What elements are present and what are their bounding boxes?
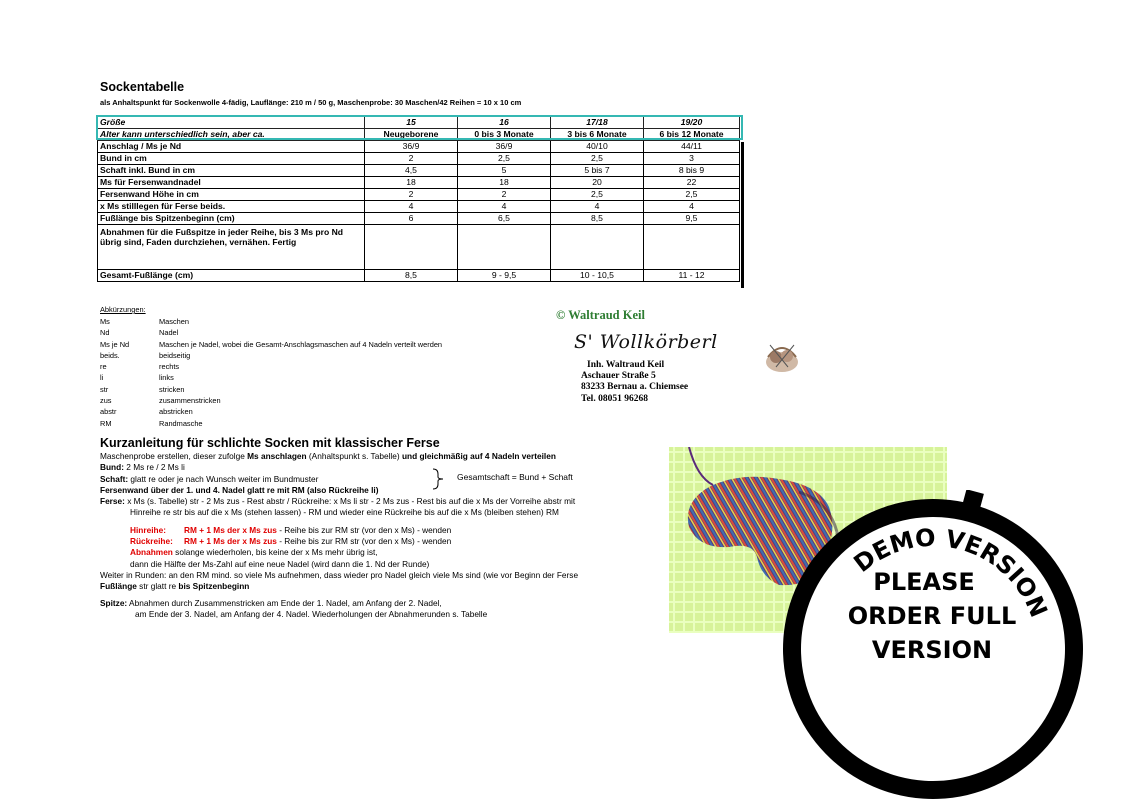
instruction-line: Hinreihe re str bis auf die x Ms (stehen lassen) - RM und wieder eine Rückreihe bis auf die x Ms (bleiben stehen) RM (130, 507, 559, 518)
table-cell: 17/18 (551, 117, 644, 129)
abbr-value: Maschen je Nadel, wobei die Gesamt-Anschlagsmaschen auf 4 Nadeln verteilt werden (159, 339, 443, 349)
table-row (98, 153, 740, 165)
abbr-value: Maschen (159, 317, 189, 326)
list-item (100, 384, 442, 395)
page-subtitle: als Anhaltspunkt für Sockenwolle 4-fädig, Lauflänge: 210 m / 50 g, Maschenprobe: 30 Maschen/42 Reihen = 10 x 10 cm (100, 98, 522, 107)
instruction-line: Ferse: x Ms (s. Tabelle) str - 2 Ms zus - Rest abstr / Rückreihe: x Ms li str - 2 Ms zus - Rest bis auf die x Ms der Vorreihe abstr mit (100, 496, 576, 507)
table-row (98, 141, 740, 153)
table-shadow (741, 142, 744, 288)
table-cell: 2 (365, 189, 458, 201)
abbr-key: Ms je Nd (100, 339, 130, 349)
table-cell: 44/11 (644, 141, 740, 153)
table-cell: 5 bis 7 (551, 165, 644, 177)
table-cell: 22 (644, 177, 740, 189)
size-table (97, 116, 740, 282)
table-header-row (98, 129, 740, 141)
table-cell: 2 (365, 153, 458, 165)
abbr-value: abstricken (159, 407, 193, 417)
instruction-line: Weiter in Runden: an den RM mind. so viele Ms aufnehmen, dass wieder pro Nadel gleich viele Ms sind (wie vor Beginn der Ferse (100, 569, 579, 580)
table-cell: 10 - 10,5 (551, 270, 644, 282)
table-cell: Alter kann unterschiedlich sein, aber ca. (98, 129, 365, 141)
table-cell: 4 (365, 201, 458, 213)
table-row (98, 189, 740, 201)
city-line: 83233 Bernau a. Chiemsee (581, 382, 689, 393)
copyright-notice: © Waltraud Keil (556, 308, 645, 322)
stamp-line-2: ORDER FULL (847, 602, 1017, 630)
instruction-line: am Ende der 3. Nadel, am Anfang der 4. Nadel. Wiederholungen der Abnahmerunden s. Tabelle (135, 608, 488, 619)
table-cell: 2,5 (551, 153, 644, 165)
stamp-arc-top: DEMO VERSION (848, 523, 1053, 622)
abbr-value: Randmasche (159, 418, 203, 428)
table-cell: Bund in cm (98, 153, 365, 165)
table-cell (644, 225, 740, 270)
list-item (100, 350, 442, 361)
table-row (98, 165, 740, 177)
list-item (100, 316, 442, 327)
table-cell: 4 (644, 201, 740, 213)
instruction-line: Maschenprobe erstellen, dieser zufolge Ms anschlagen (Anhaltspunkt s. Tabelle) und gleichmäßig auf 4 Nadeln verteilen (100, 451, 556, 461)
table-cell: Schaft inkl. Bund in cm (98, 165, 365, 177)
brace-note-text: Gesamtschaft = Bund + Schaft (457, 472, 573, 482)
table-cell: Fußlänge bis Spitzenbeginn (cm) (98, 213, 365, 225)
abbreviations-list (100, 305, 442, 429)
table-row (98, 213, 740, 225)
instruction-line: Spitze: Abnahmen durch Zusammenstricken am Ende der 1. Nadel, am Anfang der 2. Nadel, (100, 597, 442, 608)
table-row (98, 177, 740, 189)
table-cell: 2 (458, 189, 551, 201)
table-cell: Neugeborene (365, 129, 458, 141)
business-address (581, 360, 688, 405)
instruction-line: Bund: 2 Ms re / 2 Ms li (100, 462, 185, 473)
list-item (100, 327, 442, 338)
table-cell: 36/9 (458, 141, 551, 153)
abbr-key: re (100, 362, 107, 372)
table-cell: 9 - 9,5 (458, 270, 551, 282)
table-cell: 2,5 (644, 189, 740, 201)
owner-line: Inh. Waltraud Keil (587, 360, 665, 370)
table-row (98, 225, 740, 270)
table-row (98, 201, 740, 213)
table-cell (458, 225, 551, 270)
demo-version-stamp (774, 490, 1092, 808)
instruction-line: Schaft: glatt re oder je nach Wunsch weiter im Bundmuster (100, 473, 319, 484)
instruction-line: Fußlänge str glatt re bis Spitzenbeginn (100, 581, 250, 592)
table-cell (365, 225, 458, 270)
instructions-body (100, 451, 665, 620)
table-cell: 6 (365, 213, 458, 225)
table-cell: Größe (98, 117, 365, 129)
abbr-key: Nd (100, 328, 110, 338)
yarn-basket-icon (760, 337, 804, 375)
instruction-line: Fersenwand über der 1. und 4. Nadel glatt re mit RM (also Rückreihe li) (100, 484, 379, 495)
table-cell: 8 bis 9 (644, 165, 740, 177)
brand-name: S' Wollkörberl (574, 331, 718, 353)
page-title: Sockentabelle (100, 80, 185, 94)
list-item (100, 372, 442, 383)
table-cell: Gesamt-Fußlänge (cm) (98, 270, 365, 282)
table-cell: 9,5 (644, 213, 740, 225)
table-cell: 2,5 (551, 189, 644, 201)
stamp-line-3: VERSION (871, 636, 993, 664)
abbr-key: zus (100, 396, 112, 406)
table-cell: Ms für Fersenwandnadel (98, 177, 365, 189)
table-cell: x Ms stilllegen für Ferse beids. (98, 201, 365, 213)
list-item (100, 395, 442, 406)
table-cell: 20 (551, 177, 644, 189)
stamp-arc-bottom: www.print-driver.com (808, 661, 1032, 776)
table-cell: 4 (458, 201, 551, 213)
table-cell: 8,5 (551, 213, 644, 225)
table-cell: 3 (644, 153, 740, 165)
list-item (100, 418, 442, 429)
list-item (100, 339, 442, 350)
abbr-key: RM (100, 418, 112, 428)
table-cell: Fersenwand Höhe in cm (98, 189, 365, 201)
abbr-key: str (100, 384, 109, 394)
abbr-value: zusammenstricken (159, 396, 221, 406)
table-cell: 15 (365, 117, 458, 129)
table-cell: 5 (458, 165, 551, 177)
instruction-line: dann die Hälfte der Ms-Zahl auf eine neue Nadel (wird dann die 1. Nd der Runde) (130, 558, 430, 569)
abbr-value: links (159, 373, 174, 383)
phone-line: Tel. 08051 96268 (581, 393, 648, 404)
table-cell: 4,5 (365, 165, 458, 177)
table-cell: 11 - 12 (644, 270, 740, 282)
instruction-line: Abnahmen solange wiederholen, bis keine der x Ms mehr übrig ist, (130, 547, 378, 558)
abbr-key: li (100, 373, 104, 383)
table-cell: 8,5 (365, 270, 458, 282)
table-cell: 16 (458, 117, 551, 129)
table-cell: 40/10 (551, 141, 644, 153)
abbr-key: abstr (100, 407, 117, 417)
table-cell: 2,5 (458, 153, 551, 165)
street-line: Aschauer Straße 5 (581, 371, 656, 382)
instruction-line: Rückreihe: RM + 1 Ms der x Ms zus - Reihe bis zur RM str (vor den x Ms) - wenden (130, 536, 452, 547)
table-cell: Anschlag / Ms je Nd (98, 141, 365, 153)
table-cell: 18 (365, 177, 458, 189)
table-cell: 18 (458, 177, 551, 189)
table-cell: 19/20 (644, 117, 740, 129)
list-item (100, 361, 442, 372)
table-row (98, 270, 740, 282)
abbr-value: stricken (159, 384, 185, 394)
table-header-row (98, 117, 740, 129)
table-cell (551, 225, 644, 270)
list-item (100, 406, 442, 417)
abbr-key: beids. (100, 350, 120, 360)
abbreviations-title: Abkürzungen: (100, 305, 146, 314)
abbr-key: Ms (100, 317, 110, 326)
table-cell: 36/9 (365, 141, 458, 153)
table-cell: 3 bis 6 Monate (551, 129, 644, 141)
table-cell: 4 (551, 201, 644, 213)
abbr-value: Nadel (159, 328, 179, 338)
abbr-value: rechts (159, 362, 180, 372)
instructions-title: Kurzanleitung für schlichte Socken mit klassischer Ferse (100, 436, 440, 450)
table-cell: 6 bis 12 Monate (644, 129, 740, 141)
table-cell: 6,5 (458, 213, 551, 225)
table-cell: Abnahmen für die Fußspitze in jeder Reihe, bis 3 Ms pro Nd übrig sind, Faden durchziehen, vernähen. Fertig (98, 225, 365, 270)
abbr-value: beidseitig (159, 350, 191, 360)
table-cell: 0 bis 3 Monate (458, 129, 551, 141)
stamp-line-1: PLEASE (873, 568, 975, 596)
instruction-line: Hinreihe: RM + 1 Ms der x Ms zus - Reihe bis zur RM str (vor den x Ms) - wenden (130, 524, 452, 535)
